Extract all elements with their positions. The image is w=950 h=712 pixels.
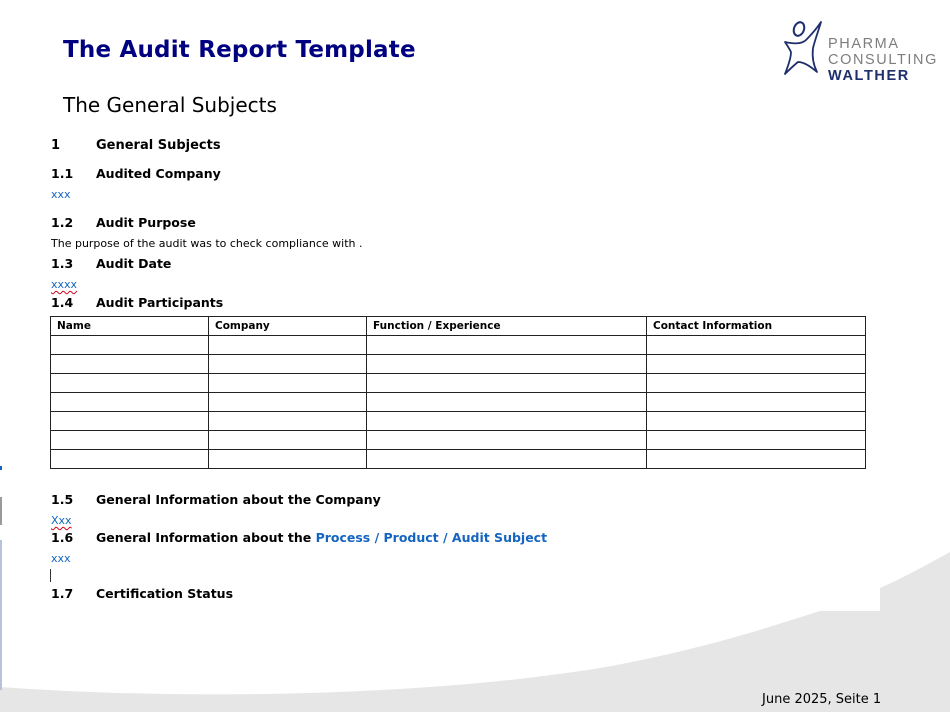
table-cell[interactable] (647, 450, 866, 469)
footer-page-info: June 2025, Seite 1 (762, 692, 882, 707)
edge-marker (0, 466, 2, 470)
heading-number: 1.2 (51, 215, 74, 230)
table-cell[interactable] (51, 412, 209, 431)
column-header-contact: Contact Information (647, 317, 866, 336)
column-header-company: Company (209, 317, 367, 336)
column-header-function: Function / Experience (367, 317, 647, 336)
heading-audit-date (51, 256, 171, 271)
table-row (51, 374, 866, 393)
table-cell[interactable] (51, 336, 209, 355)
heading-number: 1.1 (51, 166, 74, 181)
table-cell[interactable] (51, 393, 209, 412)
table-cell[interactable] (647, 431, 866, 450)
audit-date-text: xxxx (51, 278, 78, 291)
company-info-value[interactable] (51, 514, 72, 527)
heading-label: Audited Company (96, 166, 221, 181)
heading-number: 1 (51, 138, 61, 153)
audited-company-value[interactable]: xxx (51, 188, 71, 201)
logo-text-line2: CONSULTING (828, 52, 938, 68)
heading-label: Audit Date (96, 256, 172, 271)
table-cell[interactable] (647, 412, 866, 431)
heading-audit-participants (51, 295, 223, 310)
table-cell[interactable] (209, 431, 367, 450)
table-cell[interactable] (51, 355, 209, 374)
slide-subtitle: The General Subjects (63, 93, 277, 117)
heading-number: 1.7 (51, 586, 74, 601)
document-title: The Audit Report Template (63, 37, 416, 63)
heading-audit-purpose (51, 215, 196, 230)
table-row (51, 431, 866, 450)
heading-number: 1.3 (51, 256, 74, 271)
table-cell[interactable] (367, 431, 647, 450)
heading-label: General Information about the Company (96, 492, 381, 507)
heading-label: Audit Purpose (96, 215, 196, 230)
table-cell[interactable] (209, 412, 367, 431)
heading-company-info (51, 492, 381, 507)
heading-label-highlight: Process / Product / Audit Subject (315, 530, 548, 545)
table-row (51, 450, 866, 469)
table-cell[interactable] (367, 450, 647, 469)
person-figure-icon (782, 20, 826, 80)
heading-certification-status (51, 586, 233, 601)
table-row (51, 355, 866, 374)
table-cell[interactable] (209, 374, 367, 393)
table-row (51, 393, 866, 412)
table-cell[interactable] (367, 393, 647, 412)
table-row (51, 336, 866, 355)
table-row (51, 412, 866, 431)
table-cell[interactable] (647, 374, 866, 393)
heading-label: General Subjects (96, 138, 221, 153)
table-cell[interactable] (209, 450, 367, 469)
table-cell[interactable] (209, 393, 367, 412)
audit-date-value[interactable] (51, 278, 77, 291)
heading-number: 1.6 (51, 530, 74, 545)
table-cell[interactable] (209, 355, 367, 374)
logo-text-line3: WALTHER (828, 68, 910, 84)
audit-purpose-text[interactable]: The purpose of the audit was to check compliance with . (51, 237, 363, 250)
table-cell[interactable] (647, 355, 866, 374)
table-cell[interactable] (647, 393, 866, 412)
heading-number: 1.5 (51, 492, 74, 507)
edge-marker (0, 497, 2, 525)
text-cursor (50, 569, 51, 582)
table-cell[interactable] (209, 336, 367, 355)
table-cell[interactable] (647, 336, 866, 355)
table-cell[interactable] (51, 374, 209, 393)
table-cell[interactable] (367, 412, 647, 431)
table-cell[interactable] (367, 374, 647, 393)
company-logo (782, 18, 938, 90)
company-info-text: Xxx (51, 514, 72, 527)
participants-table (50, 316, 866, 469)
edge-marker (0, 540, 2, 690)
process-info-value[interactable]: xxx (51, 552, 71, 565)
table-cell[interactable] (51, 450, 209, 469)
logo-text-line1: PHARMA (828, 36, 900, 52)
heading-label: General Information about the (96, 530, 316, 545)
heading-number: 1.4 (51, 295, 74, 310)
column-header-name: Name (51, 317, 209, 336)
table-header-row (51, 317, 866, 336)
heading-general-subjects (51, 138, 221, 153)
table-cell[interactable] (367, 336, 647, 355)
heading-process-info (51, 530, 547, 545)
heading-label: Audit Participants (96, 295, 224, 310)
footer-swoosh (0, 552, 950, 712)
heading-audited-company (51, 166, 221, 181)
table-cell[interactable] (51, 431, 209, 450)
table-cell[interactable] (367, 355, 647, 374)
heading-label: Certification Status (96, 586, 234, 601)
